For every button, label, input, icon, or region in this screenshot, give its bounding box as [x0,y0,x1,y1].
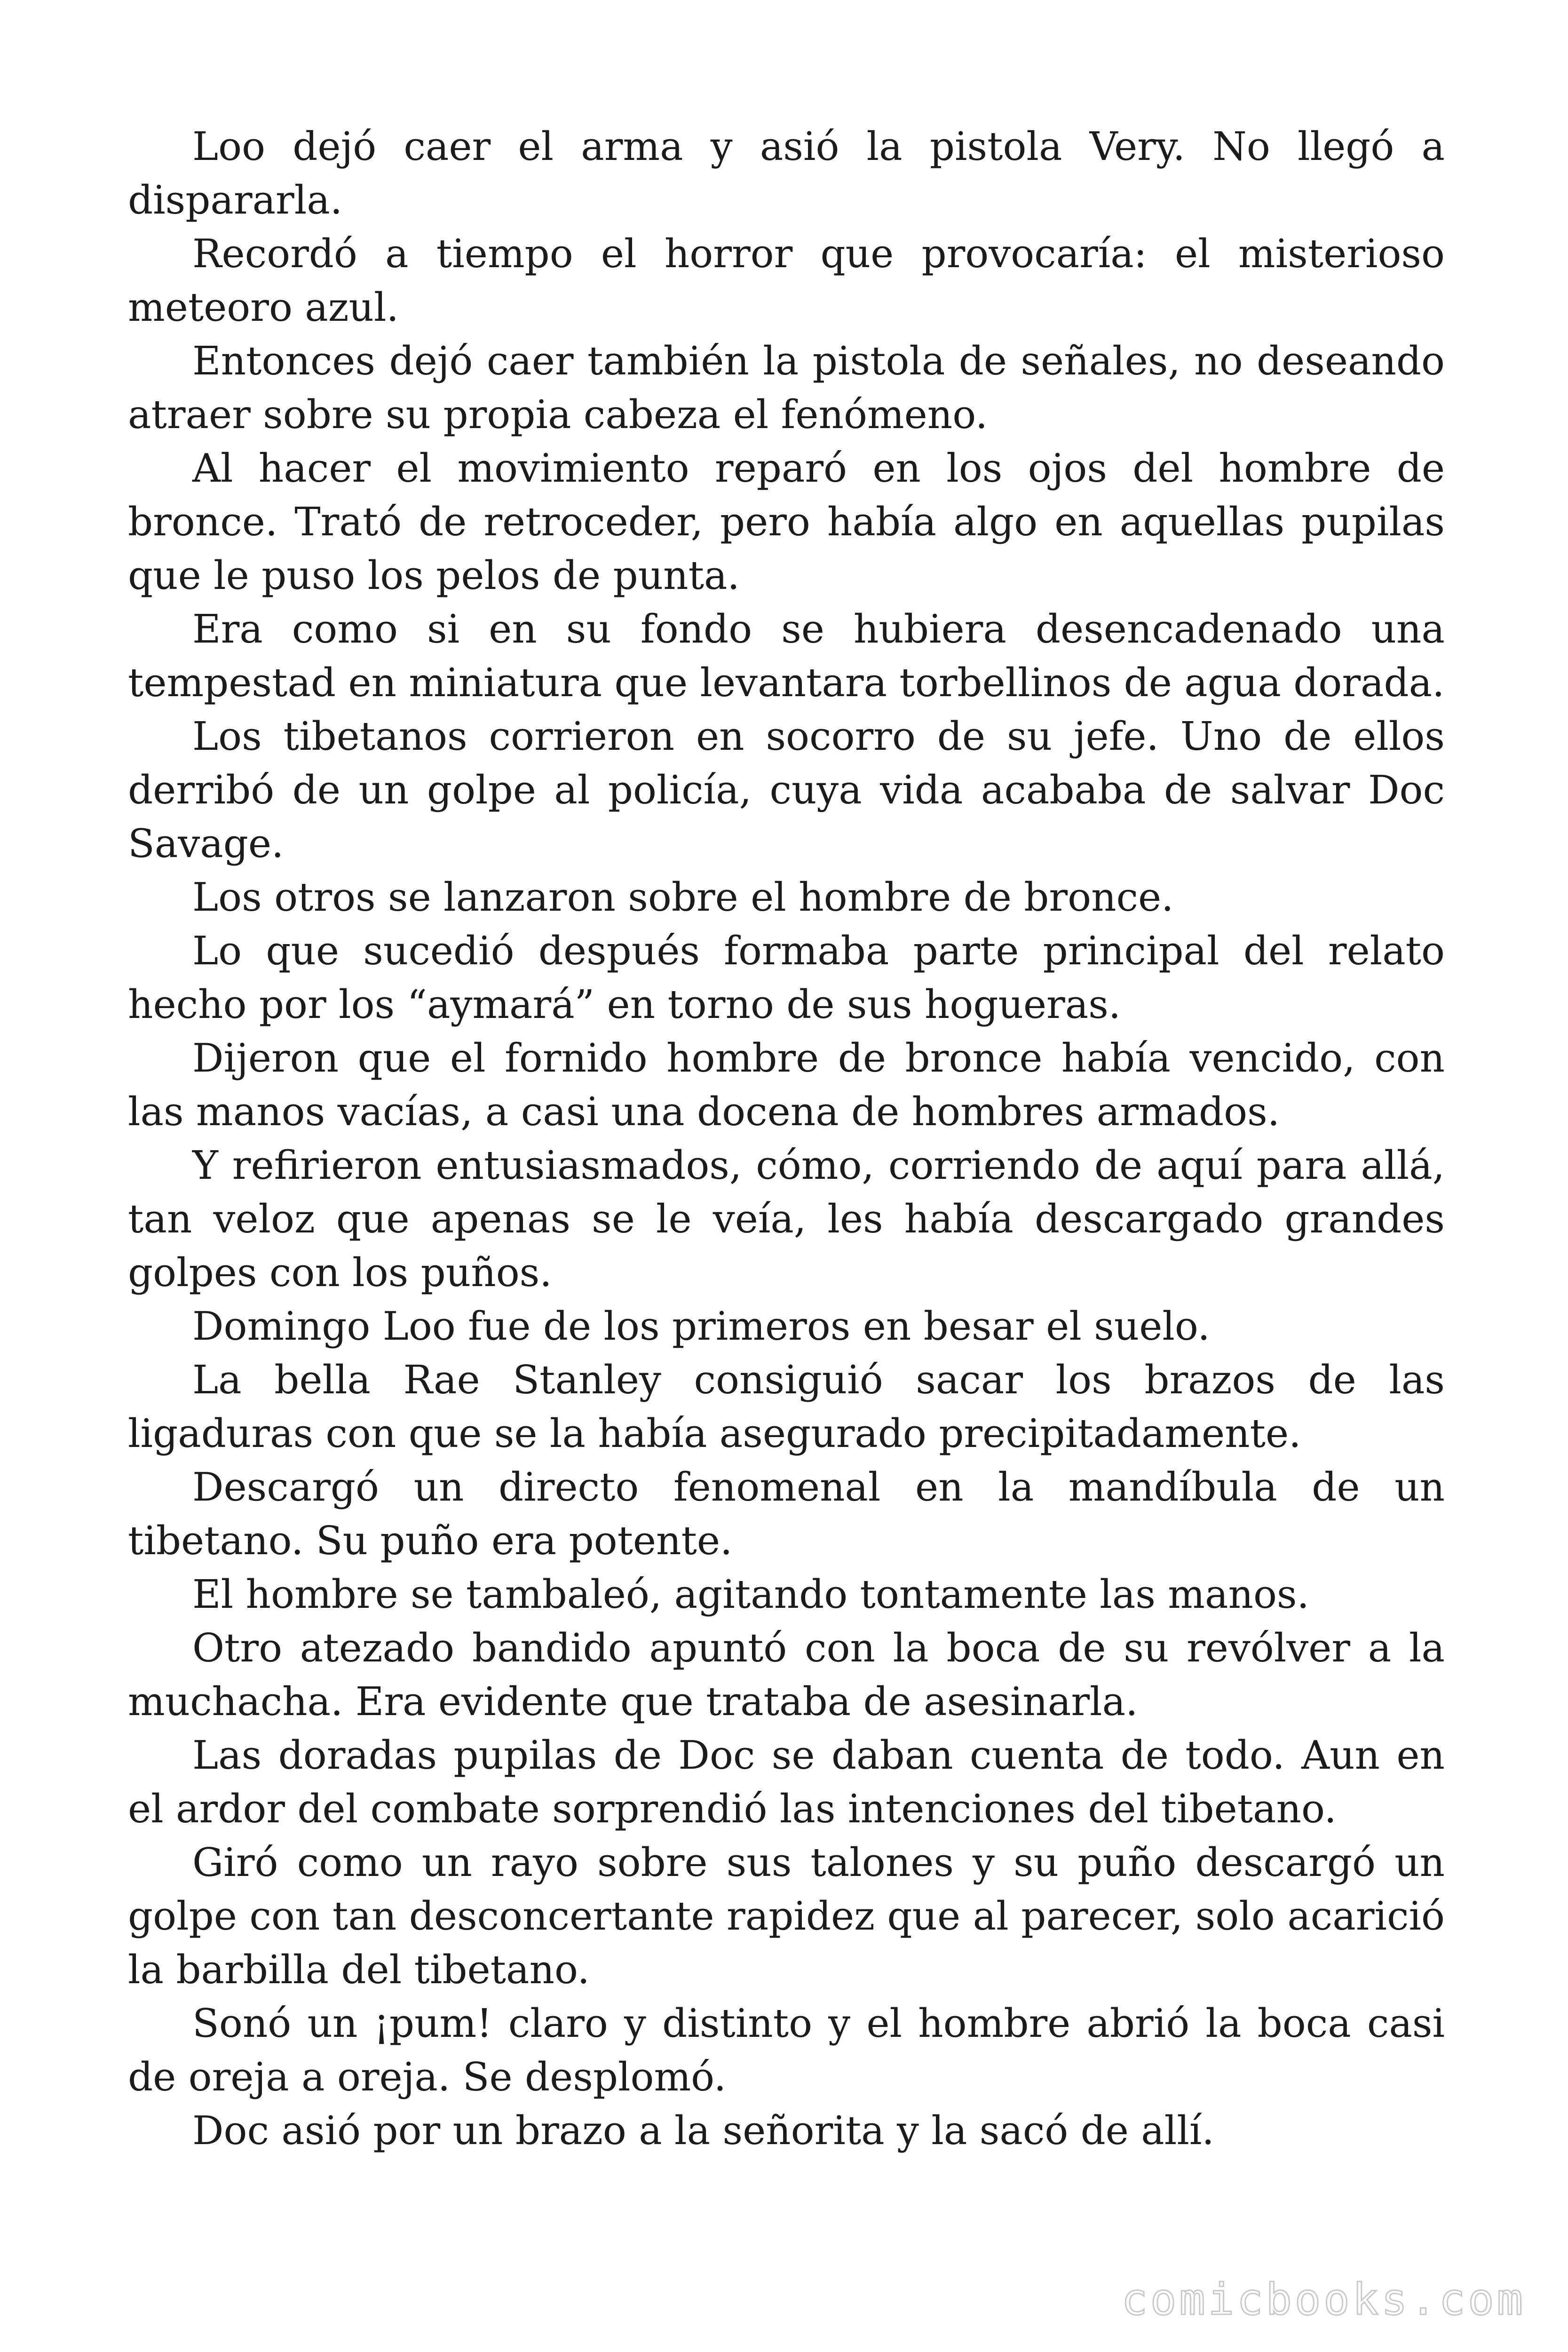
watermark: comicbooks.com [1121,2274,1526,2325]
paragraph: Doc asió por un brazo a la señorita y la sacó de allí. [192,2108,1214,2153]
paragraph: Sonó un ¡pum! claro y distinto y el hombre abrió la boca casi de oreja a oreja. Se desplomó. [128,2001,1445,2100]
paragraph: Loo dejó caer el arma y asió la pistola Very. No llegó a dispararla. [128,124,1445,223]
paragraph: Entonces dejó caer también la pistola de señales, no deseando atraer sobre su propia cabeza el fenómeno. [128,338,1445,437]
paragraph: La bella Rae Stanley consiguió sacar los brazos de las ligaduras con que se la había asegurado precipitadamente. [128,1357,1445,1456]
paragraph: Descargó un directo fenomenal en la mandíbula de un tibetano. Su puño era potente. [128,1464,1445,1564]
paragraph: Recordó a tiempo el horror que provocaría: el misterioso meteoro azul. [128,231,1445,330]
paragraph: Otro atezado bandido apuntó con la boca de su revólver a la muchacha. Era evidente que trataba de asesinarla. [128,1625,1445,1724]
paragraph: Era como si en su fondo se hubiera desencadenado una tempestad en miniatura que levantara torbellinos de agua dorada. [128,606,1445,706]
paragraph: Y refirieron entusiasmados, cómo, corriendo de aquí para allá, tan veloz que apenas se le veía, les había descargado grandes golpes con los puños. [128,1143,1445,1295]
paragraph: Al hacer el movimiento reparó en los ojos del hombre de bronce. Trató de retroceder, pero había algo en aquellas pupilas que le puso los pelos de punta. [128,445,1445,598]
paragraph: El hombre se tambaleó, agitando tontamente las manos. [192,1572,1309,1617]
paragraph: Lo que sucedió después formaba parte principal del relato hecho por los “aymará” en torno de sus hogueras. [128,928,1445,1027]
paragraph: Dijeron que el fornido hombre de bronce había vencido, con las manos vacías, a casi una docena de hombres armados. [128,1035,1445,1135]
paragraph: Giró como un rayo sobre sus talones y su puño descargó un golpe con tan desconcertante rapidez que al parecer, solo acarició la barbilla del tibetano. [128,1840,1445,1993]
paragraph: Los tibetanos corrieron en socorro de su jefe. Uno de ellos derribó de un golpe al policía, cuya vida acababa de salvar Doc Savage. [128,714,1445,866]
paragraph: Los otros se lanzaron sobre el hombre de bronce. [192,874,1174,920]
paragraph: Domingo Loo fue de los primeros en besar el suelo. [192,1303,1210,1349]
paragraph: Las doradas pupilas de Doc se daban cuenta de todo. Aun en el ardor del combate sorprendió las intenciones del tibetano. [128,1732,1445,1832]
page-body [128,120,1445,2158]
